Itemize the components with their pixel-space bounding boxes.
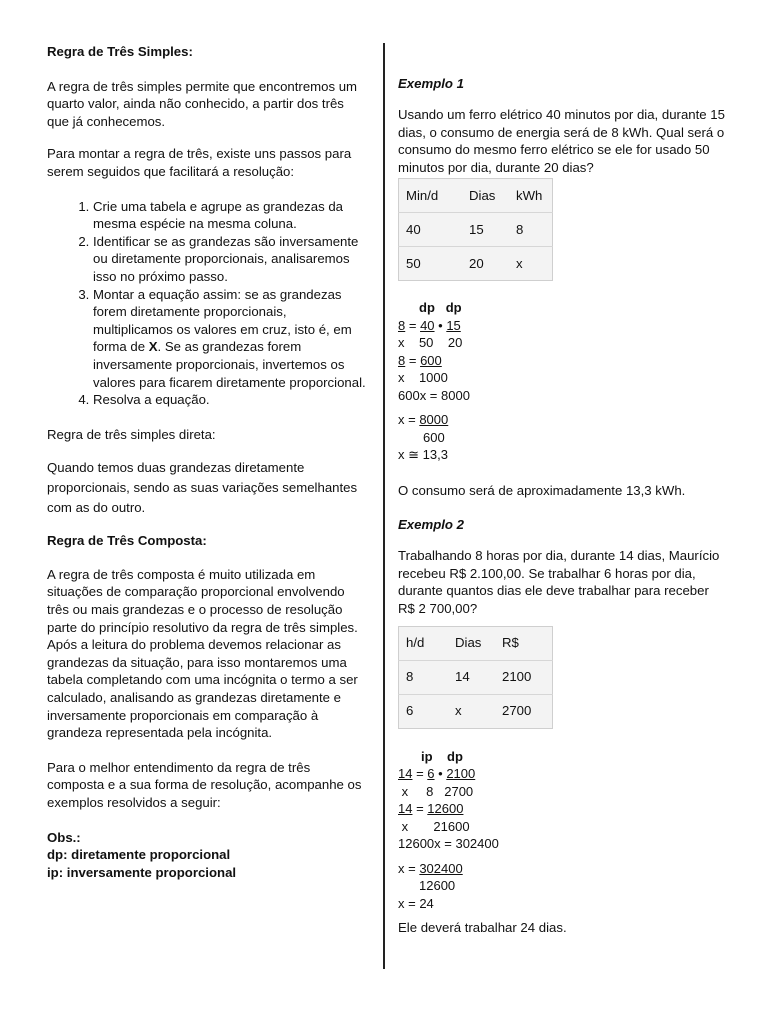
steps-intro-paragraph: Para montar a regra de três, existe uns passos para serem seguidos que facilitará a resolução:: [47, 146, 352, 179]
example-2-title: Exemplo 2: [398, 517, 464, 533]
example-1-title: Exemplo 1: [398, 76, 464, 92]
table-cell: 8: [399, 660, 449, 694]
ex2-eq2-equals: =: [412, 801, 428, 817]
step-3: [93, 286, 369, 392]
table-row: [399, 179, 553, 213]
right-column: [398, 62, 728, 937]
ex2-eq1-dot: •: [434, 766, 447, 782]
ex2-eq1-b: 6: [427, 766, 435, 782]
table-cell: 8: [509, 213, 553, 247]
ex2-equation-1: [398, 765, 728, 783]
ex2-equation-2-denominator: x 21600: [398, 818, 470, 834]
step-3-rest: . Se as grandezas forem inversamente proporcionais, invertemos os valores para ficarem diretamente proporcional.: [93, 339, 366, 390]
table-row: [399, 247, 553, 281]
table-row: [399, 626, 553, 660]
ex2-equation-3: 12600x = 302400: [398, 836, 499, 852]
step-4: 4. Resolva a equação.: [93, 391, 369, 409]
ex1-eq4-prefix: x =: [398, 412, 420, 428]
ex1-equation-4-denominator: 600: [423, 429, 445, 445]
left-column: [47, 43, 369, 881]
approx-symbol-icon: ≅: [408, 447, 420, 463]
ex2-equation-4: [398, 860, 728, 878]
ex1-eq2-a: 8: [398, 352, 406, 368]
ex1-equation-2: [398, 352, 728, 370]
table-cell: 6: [399, 694, 449, 728]
heading-regra-composta: Regra de Três Composta:: [47, 533, 207, 549]
example-1-problem: Usando um ferro elétrico 40 minutos por dia, durante 15 dias, o consumo de energia será de 8 kWh. Qual será o consumo do mesmo ferro elétrico se ele for usado 50 minutos por dia, durante 20 dias?: [398, 106, 725, 175]
ex1-equation-2-denominator: x 1000: [398, 370, 448, 386]
ex2-equation-4-denominator: 12600: [419, 878, 456, 894]
table-cell: kWh: [516, 188, 543, 204]
ex1-equation-1: [398, 317, 728, 335]
compound-paragraph: A regra de três composta é muito utilizada em situações de comparação proporcional envolvendo três ou mais grandezas e o processo de resolução parte do princípio resolutivo da regra de três simples. Após a leitura do problema devemos relacionar as grandezas da situação, para isso montaremos uma tabela completando com uma incógnita o termo a ser calculado, analisando as grandezas diretamente e inversamente proporcionais em comparação à grandeza representada pela incógnita.: [47, 566, 358, 741]
heading-regra-tres-simples: Regra de Três Simples:: [47, 44, 193, 59]
steps-list: [47, 198, 369, 409]
obs-title: Obs.:: [47, 829, 81, 845]
table-cell: Dias: [469, 188, 496, 204]
table-row: [399, 694, 553, 728]
example-1-solution: [398, 299, 728, 464]
ex2-eq1-c: 2100: [446, 766, 476, 782]
obs-dp: dp: diretamente proporcional: [47, 847, 231, 863]
ex1-equation-3: 600x = 8000: [398, 387, 470, 403]
ex1-eq5-prefix: x: [398, 447, 409, 463]
step-3-text: Montar a equação assim: se as grandezas forem diretamente proporcionais, multiplicamos os valores em cruz, isto é, em forma de: [93, 286, 352, 355]
table-cell: 20: [462, 247, 509, 281]
ex2-proportion-header: ip dp: [421, 748, 463, 764]
example-1-answer: O consumo será de aproximadamente 13,3 kWh.: [398, 482, 686, 498]
table-cell: Dias: [455, 635, 482, 651]
table-cell: 2700: [495, 694, 553, 728]
ex2-eq2-a: 14: [398, 801, 413, 817]
ex1-eq1-c: 15: [446, 317, 461, 333]
step-2: 2. Identificar se as grandezas são inversamente ou diretamente proporcionais, analisaremos isso no próximo passo.: [93, 233, 369, 286]
ex1-equation-5: [398, 446, 728, 464]
ex1-eq1-equals: =: [405, 317, 421, 333]
ex1-proportion-header: dp dp: [419, 300, 462, 316]
ex1-eq1-a: 8: [398, 317, 406, 333]
step-3-x: X: [148, 339, 158, 355]
example-2-problem: Trabalhando 8 horas por dia, durante 14 dias, Maurício recebeu R$ 2.100,00. Se trabalhar 6 horas por dia, durante quantos dias ele deve trabalhar para receber R$ 2 700,00?: [398, 548, 720, 616]
table-row: [399, 213, 553, 247]
ex1-eq2-equals: =: [405, 352, 421, 368]
ex2-eq4-numerator: 302400: [419, 860, 463, 876]
ex2-equation-5: x = 24: [398, 895, 434, 911]
ex1-eq2-b: 600: [420, 352, 442, 368]
ex1-equation-1-denominator: x 50 20: [398, 335, 463, 351]
ex2-eq1-equals: =: [412, 766, 428, 782]
table-cell: 40: [399, 213, 463, 247]
heading-regra-direta: Regra de três simples direta:: [47, 426, 216, 442]
ex1-eq5-value: 13,3: [419, 447, 448, 463]
ex2-eq2-b: 12600: [427, 801, 464, 817]
table-cell: x: [509, 247, 553, 281]
ex1-equation-4: [398, 411, 728, 429]
intro-paragraph: A regra de três simples permite que encontremos um quarto valor, ainda não conhecido, a partir dos três que já conhecemos.: [47, 78, 358, 129]
table-cell: 50: [399, 247, 463, 281]
table-cell: R$: [502, 635, 519, 651]
follow-paragraph: Para o melhor entendimento da regra de três composta e a sua forma de resolução, acompanhe os exemplos resolvidos a seguir:: [47, 759, 362, 810]
table-cell: 15: [462, 213, 509, 247]
step-1: 1. Crie uma tabela e agrupe as grandezas da mesma espécie na mesma coluna.: [93, 198, 369, 233]
ex1-eq1-dot: •: [434, 317, 447, 333]
ex1-eq4-numerator: 8000: [419, 412, 449, 428]
column-divider: [383, 43, 385, 969]
ex2-eq1-a: 14: [398, 766, 413, 782]
ex2-eq4-prefix: x =: [398, 860, 420, 876]
direct-paragraph: Quando temos duas grandezas diretamente proporcionais, sendo as suas variações semelhantes com as do outro.: [47, 460, 358, 516]
example-2-table: [398, 626, 553, 729]
table-cell: 2100: [495, 660, 553, 694]
table-row: [399, 660, 553, 694]
example-2-solution: [398, 748, 728, 913]
example-2-answer: Ele deverá trabalhar 24 dias.: [398, 920, 567, 936]
table-cell: x: [448, 694, 495, 728]
ex1-eq1-b: 40: [420, 317, 435, 333]
obs-ip: ip: inversamente proporcional: [47, 864, 237, 880]
table-cell: Min/d: [406, 188, 439, 204]
example-1-table: [398, 178, 553, 281]
table-cell: 14: [448, 660, 495, 694]
ex2-equation-2: [398, 800, 728, 818]
ex2-equation-1-denominator: x 8 2700: [398, 783, 474, 799]
table-cell: h/d: [406, 635, 425, 651]
